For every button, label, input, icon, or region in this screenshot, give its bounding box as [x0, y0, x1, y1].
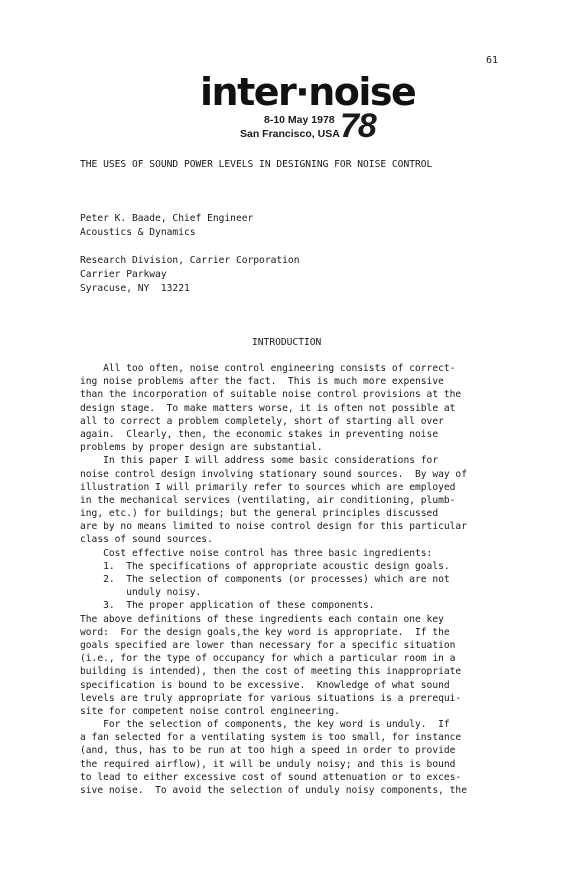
body-line: building is intended), then the cost of meeting this inappropriate — [80, 666, 462, 678]
body-line: (and, thus, has to be run at too high a speed in order to provide — [80, 745, 456, 757]
body-line: 3. The proper application of these components. — [80, 600, 375, 612]
body-line: (i.e., for the type of occupancy for which a particular room in a — [80, 653, 456, 665]
body-line: again. Clearly, then, the economic stakes in preventing noise — [80, 428, 439, 440]
body-line: For the selection of components, the key word is unduly. If — [80, 719, 450, 731]
body-line: design stage. To make matters worse, it is often not possible at — [80, 402, 456, 414]
conference-year: 78 — [340, 107, 376, 145]
body-line: ing, etc.) for buildings; but the general principles discussed — [80, 508, 439, 520]
conference-dates: 8-10 May 1978 — [264, 114, 335, 126]
body-text — [80, 362, 467, 797]
body-line: site for competent noise control engineering. — [80, 705, 340, 717]
body-line: 1. The specifications of appropriate acoustic design goals. — [80, 560, 450, 572]
body-line: ing noise problems after the fact. This is much more expensive — [80, 376, 444, 388]
body-line: 2. The selection of components (or processes) which are not — [80, 574, 450, 585]
body-line: the required airflow), it will be unduly noisy; and this is bound — [80, 758, 456, 770]
body-line: a fan selected for a ventilating system is too small, for instance — [80, 732, 462, 744]
conference-location: San Francisco, USA — [240, 128, 340, 140]
page-number: 61 — [486, 55, 499, 66]
body-line: than the incorporation of suitable noise control provisions at the — [80, 389, 462, 401]
body-line: goals specified are lower than necessary for a specific situation — [80, 639, 456, 651]
body-line: Cost effective noise control has three basic ingredients: — [80, 547, 433, 559]
body-line: in the mechanical services (ventilating, air conditioning, plumb- — [80, 494, 456, 506]
author-name: Peter K. Baade, Chief Engineer — [80, 213, 254, 224]
body-line: to lead to either excessive cost of sound attenuation or to exces- — [80, 771, 462, 783]
affiliation-line-3: Syracuse, NY 13221 — [80, 283, 190, 294]
body-line: illustration I will primarily refer to sources which are employed — [80, 481, 456, 493]
paper-title: THE USES OF SOUND POWER LEVELS IN DESIGNING FOR NOISE CONTROL — [80, 159, 433, 170]
body-line: noise control design involving stationary sound sources. By way of — [80, 468, 467, 480]
body-line: class of sound sources. — [80, 534, 213, 546]
body-line: all to correct a problem completely, short of starting all over — [80, 415, 444, 427]
body-line: word: For the design goals,the key word is appropriate. If the — [80, 626, 450, 638]
body-line: unduly noisy. — [80, 587, 202, 599]
body-line: The above definitions of these ingredients each contain one key — [80, 613, 444, 625]
body-line: problems by proper design are substantial. — [80, 442, 323, 454]
affiliation-line-1: Research Division, Carrier Corporation — [80, 255, 300, 266]
body-line: All too often, noise control engineering consists of correct- — [80, 363, 456, 374]
affiliation-line-2: Carrier Parkway — [80, 269, 167, 280]
section-heading: INTRODUCTION — [252, 337, 322, 348]
body-line: are by no means limited to noise control design for this particular — [80, 521, 467, 533]
conference-logo-wordmark: inter·noise — [200, 70, 416, 114]
body-line: levels are truly appropriate for various situations is a prerequi- — [80, 692, 462, 704]
author-department: Acoustics & Dynamics — [80, 227, 196, 238]
body-line: specification is bound to be excessive. Knowledge of what sound — [80, 679, 450, 691]
body-line: In this paper I will address some basic considerations for — [80, 455, 439, 467]
body-line: sive noise. To avoid the selection of unduly noisy components, the — [80, 785, 467, 796]
